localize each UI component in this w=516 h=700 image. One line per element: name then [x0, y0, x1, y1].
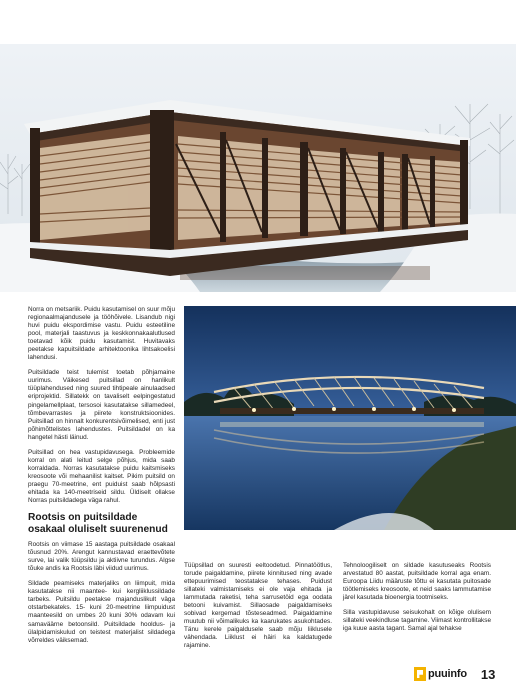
- photo-covered-wooden-bridge-snow: [0, 44, 516, 292]
- paragraph: Silla vastupidavuse seisukohalt on kõige olulisem sillateki veekindluse tagamine. Viimast kontrollitakse iga kuue aasta tagant. Samal ajal tehakse: [343, 609, 492, 633]
- paragraph: Tehnoloogiliselt on sildade kasutuseaks Rootsis arvestatud 80 aastat, puitsildade korral aga enam. Euroopa Liidu määruste tõttu ei kasutata puitosade töötlemiseks kreosoote, et neid saaks lammutamise järel kasutada bioenergia tootmiseks.: [343, 562, 491, 602]
- article-column-left: [28, 306, 175, 652]
- paragraph: Sildade peamiseks materjaliks on liimpuit, mida kasutatakse nii maantee- kui kergliiklussildade tarbeks. Puitsildu peetakse majanduslikult väga otstarbekateks. 15- kuni 20-meetrine liimpuidust maanteesild on umbes 20 kuni 30% odavam kui samaväärne betoonsild. Puitsildade hooldus- ja ülalpidamiskulud on teistest materjalist sildadega võrreldes väiksemad.: [28, 580, 175, 644]
- article-column-right: [343, 562, 491, 640]
- paragraph: Puitsillad on hea vastupidavusega. Probleemide korral on alati leitud selge põhjus, mida saab korraldada. Norras kasutatakse puidu kaitsmiseks kreosoote või mehaanilist kaitset. Pikim puitsild on praegu 70-meetrine, ent puiduist saab hõlpsasti ehitada ka 140-meetriseid sildu. Üldiselt ollakse Norras puitsildadega väga rahul.: [28, 448, 175, 505]
- logo-mark-icon: [414, 667, 426, 681]
- page-number: 13: [480, 666, 496, 682]
- paragraph: Rootsis on viimase 15 aastaga puitsildade osakaal tõusnud 20%. Arengut kannustavad eraettevõtete surve, lai valik tüüpsildu ja aktiivne turundus. Algse tõuke andis ka Rootsis läbi viidud uurimus.: [28, 541, 175, 573]
- paragraph: Puitsildade teist tulemist toetab põhjamaine uurimus. Väikesed puitsillad on hanlikult tüüplahendused ning suured tihtipeale ainulaadsed eriprojektid. Sillatekk on tavaliselt eelpingestatud pingelamellplaat, tersosoi kasutatakse sillamedeel, tõmbevarrastes ja piirete konstruktsioonides. Puitsillad on hinnalt konkurentsivõimelised, enti just põhimõttelistes lahendustes. Puitsildadel on ka hangetel hästi läinud.: [28, 369, 175, 441]
- page-footer: [414, 664, 495, 684]
- paragraph: Tüüpsillad on suuresti eeltoodetud. Pinnatöötlus, torude paigaldamine, piirete kinnitused ning avade ettepuurimised teostatakse tehases. Puidust sillateki valmistamiseks ei ole vaja ehitada ja lammutada raketisi, teha sarrusetöid ega oodata betooni kuivamist. Sillaosade paigaldamiseks sobivad kergemad tõsteseadmed. Paigaldamine muutub nii võimalikuks ka kaarukates asukohtades. Tänu kerele paigaldusele saab mõju liiklusele vähendada. Liiklust ei häiri ka kaldatugede rajamine.: [184, 562, 332, 650]
- puuinfo-logo: [414, 666, 467, 682]
- logo-text: puuinfo: [428, 668, 467, 680]
- article-column-middle: [184, 562, 332, 658]
- arch-bridge-photo-illustration: [184, 306, 516, 530]
- paragraph: Norra on metsariik. Puidu kasutamisel on suur mõju regionaalmajandusele ja tööhõivele. Lisandub nigi huvi puidu ekspordimise vastu. Puidu esteetiline pool, materjali taastuvus ja keskkonnakaalutlused toetavad kõik puidu kasutamist. Huvitavaks peetakse kapuitsildade arhitektoonika lihtsakoelisi lahendusi.: [28, 306, 175, 362]
- photo-arch-bridge-dusk: [184, 306, 516, 530]
- section-subheading: Rootsis on puitsildade osakaal oluliselt suurenenud: [28, 512, 168, 535]
- bridge-photo-illustration: [0, 44, 516, 292]
